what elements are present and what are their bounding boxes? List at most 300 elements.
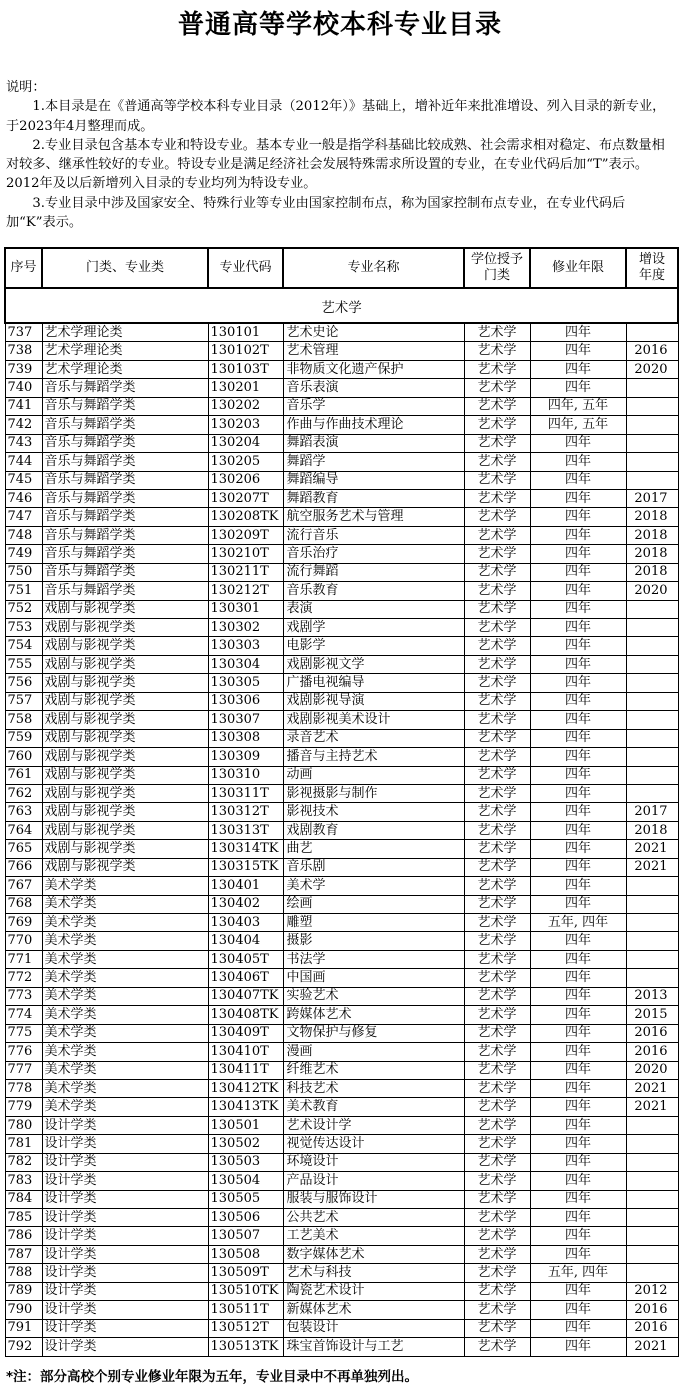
row-degree: 艺术学 [464, 987, 530, 1005]
row-major-name: 流行舞蹈 [283, 563, 464, 581]
table-row [5, 803, 678, 821]
row-index: 779 [5, 1098, 42, 1116]
row-duration: 四年 [530, 1172, 626, 1190]
row-duration: 四年 [530, 766, 626, 784]
row-code: 130212T [208, 582, 283, 600]
table-row [5, 950, 678, 968]
row-index: 754 [5, 637, 42, 655]
row-code: 130505 [208, 1190, 283, 1208]
row-major-name: 音乐剧 [283, 858, 464, 876]
row-category: 美术学类 [42, 877, 208, 895]
row-index: 768 [5, 895, 42, 913]
row-duration: 四年 [530, 950, 626, 968]
row-year-added: 2021 [626, 858, 678, 876]
row-category: 美术学类 [42, 969, 208, 987]
row-major-name: 新媒体艺术 [283, 1301, 464, 1319]
row-category: 设计学类 [42, 1135, 208, 1153]
row-duration: 四年 [530, 692, 626, 710]
row-category: 戏剧与影视学类 [42, 619, 208, 637]
header-degree: 学位授予门类 [464, 248, 530, 288]
row-major-name: 录音艺术 [283, 729, 464, 747]
table-row [5, 987, 678, 1005]
row-code: 130207T [208, 489, 283, 507]
table-row [5, 1264, 678, 1282]
row-index: 744 [5, 453, 42, 471]
row-category: 设计学类 [42, 1116, 208, 1134]
row-category: 美术学类 [42, 1024, 208, 1042]
row-code: 130310 [208, 766, 283, 784]
header-category: 门类、专业类 [42, 248, 208, 288]
row-category: 音乐与舞蹈学类 [42, 397, 208, 415]
row-code: 130201 [208, 379, 283, 397]
row-code: 130301 [208, 600, 283, 618]
row-year-added: 2018 [626, 563, 678, 581]
row-year-added [626, 434, 678, 452]
row-year-added: 2020 [626, 582, 678, 600]
row-category: 音乐与舞蹈学类 [42, 526, 208, 544]
row-duration: 四年 [530, 877, 626, 895]
row-major-name: 音乐教育 [283, 582, 464, 600]
row-duration: 四年 [530, 969, 626, 987]
row-index: 760 [5, 748, 42, 766]
row-code: 130504 [208, 1172, 283, 1190]
row-index: 749 [5, 545, 42, 563]
row-category: 戏剧与影视学类 [42, 729, 208, 747]
row-index: 742 [5, 416, 42, 434]
row-duration: 四年 [530, 895, 626, 913]
row-category: 美术学类 [42, 895, 208, 913]
table-row [5, 729, 678, 747]
row-year-added: 2016 [626, 1024, 678, 1042]
row-duration: 四年 [530, 619, 626, 637]
row-code: 130405T [208, 950, 283, 968]
row-degree: 艺术学 [464, 582, 530, 600]
row-index: 791 [5, 1319, 42, 1337]
row-index: 780 [5, 1116, 42, 1134]
row-category: 音乐与舞蹈学类 [42, 563, 208, 581]
row-major-name: 科技艺术 [283, 1079, 464, 1097]
row-degree: 艺术学 [464, 453, 530, 471]
row-code: 130512T [208, 1319, 283, 1337]
row-year-added [626, 600, 678, 618]
row-degree: 艺术学 [464, 932, 530, 950]
row-code: 130502 [208, 1135, 283, 1153]
row-year-added [626, 969, 678, 987]
page-title: 普通高等学校本科专业目录 [177, 10, 502, 40]
row-category: 设计学类 [42, 1190, 208, 1208]
row-category: 美术学类 [42, 1079, 208, 1097]
row-major-name: 作曲与作曲技术理论 [283, 416, 464, 434]
row-major-name: 绘画 [283, 895, 464, 913]
note-item-1: 1.本目录是在《普通高等学校本科专业目录（2012年）》基础上，增补近年来批准增设、列入目录的新专业，于2023年4月整理而成。 [6, 99, 666, 134]
row-degree: 艺术学 [464, 1079, 530, 1097]
row-duration: 四年 [530, 563, 626, 581]
row-duration: 四年 [530, 379, 626, 397]
row-major-name: 曲艺 [283, 840, 464, 858]
row-major-name: 舞蹈表演 [283, 434, 464, 452]
row-major-name: 书法学 [283, 950, 464, 968]
row-year-added: 2020 [626, 1061, 678, 1079]
row-code: 130102T [208, 342, 283, 360]
row-major-name: 服装与服饰设计 [283, 1190, 464, 1208]
row-duration: 四年 [530, 600, 626, 618]
row-year-added: 2018 [626, 545, 678, 563]
row-year-added [626, 1227, 678, 1245]
table-row [5, 1135, 678, 1153]
row-degree: 艺术学 [464, 784, 530, 802]
row-duration: 四年 [530, 342, 626, 360]
row-code: 130412TK [208, 1079, 283, 1097]
row-year-added: 2020 [626, 360, 678, 378]
header-year-added: 增设年度 [626, 248, 678, 288]
table-row [5, 1319, 678, 1337]
row-year-added: 2016 [626, 1319, 678, 1337]
table-row [5, 1172, 678, 1190]
row-category: 美术学类 [42, 1043, 208, 1061]
row-year-added [626, 1116, 678, 1134]
row-degree: 艺术学 [464, 840, 530, 858]
row-major-name: 艺术史论 [283, 323, 464, 342]
row-category: 音乐与舞蹈学类 [42, 453, 208, 471]
row-year-added [626, 1264, 678, 1282]
table-row [5, 600, 678, 618]
row-index: 777 [5, 1061, 42, 1079]
row-degree: 艺术学 [464, 821, 530, 839]
row-year-added: 2021 [626, 1338, 678, 1356]
row-major-name: 工艺美术 [283, 1227, 464, 1245]
table-row [5, 563, 678, 581]
row-category: 美术学类 [42, 1006, 208, 1024]
row-degree: 艺术学 [464, 858, 530, 876]
row-major-name: 陶瓷艺术设计 [283, 1282, 464, 1300]
table-row [5, 711, 678, 729]
row-code: 130404 [208, 932, 283, 950]
row-code: 130306 [208, 692, 283, 710]
table-row [5, 748, 678, 766]
row-duration: 四年 [530, 1006, 626, 1024]
row-index: 775 [5, 1024, 42, 1042]
row-category: 音乐与舞蹈学类 [42, 489, 208, 507]
row-year-added [626, 655, 678, 673]
row-code: 130308 [208, 729, 283, 747]
row-degree: 艺术学 [464, 1116, 530, 1134]
row-major-name: 实验艺术 [283, 987, 464, 1005]
row-index: 766 [5, 858, 42, 876]
row-year-added [626, 914, 678, 932]
row-year-added: 2018 [626, 508, 678, 526]
row-category: 设计学类 [42, 1209, 208, 1227]
row-category: 美术学类 [42, 987, 208, 1005]
notes-heading: 说明： [6, 80, 46, 95]
row-code: 130208TK [208, 508, 283, 526]
table-row [5, 1301, 678, 1319]
row-degree: 艺术学 [464, 729, 530, 747]
row-major-name: 电影学 [283, 637, 464, 655]
row-year-added [626, 711, 678, 729]
row-duration: 四年 [530, 932, 626, 950]
row-year-added [626, 950, 678, 968]
table-row [5, 1116, 678, 1134]
row-year-added [626, 729, 678, 747]
row-index: 739 [5, 360, 42, 378]
row-degree: 艺术学 [464, 1264, 530, 1282]
row-major-name: 美术教育 [283, 1098, 464, 1116]
table-row [5, 1006, 678, 1024]
row-category: 音乐与舞蹈学类 [42, 379, 208, 397]
table-row [5, 434, 678, 452]
row-duration: 四年 [530, 711, 626, 729]
row-code: 130203 [208, 416, 283, 434]
row-code: 130407TK [208, 987, 283, 1005]
row-duration: 五年, 四年 [530, 914, 626, 932]
row-code: 130408TK [208, 1006, 283, 1024]
row-code: 130210T [208, 545, 283, 563]
row-year-added [626, 895, 678, 913]
row-degree: 艺术学 [464, 1172, 530, 1190]
row-duration: 四年 [530, 1209, 626, 1227]
row-duration: 四年 [530, 526, 626, 544]
row-major-name: 戏剧影视文学 [283, 655, 464, 673]
table-row [5, 877, 678, 895]
row-category: 设计学类 [42, 1338, 208, 1356]
table-row [5, 821, 678, 839]
row-index: 752 [5, 600, 42, 618]
row-major-name: 雕塑 [283, 914, 464, 932]
row-category: 美术学类 [42, 950, 208, 968]
row-year-added: 2016 [626, 1043, 678, 1061]
table-row [5, 1245, 678, 1263]
row-category: 音乐与舞蹈学类 [42, 545, 208, 563]
row-category: 戏剧与影视学类 [42, 674, 208, 692]
row-degree: 艺术学 [464, 803, 530, 821]
row-index: 769 [5, 914, 42, 932]
notes [6, 78, 674, 232]
row-major-name: 广播电视编导 [283, 674, 464, 692]
row-major-name: 戏剧学 [283, 619, 464, 637]
table-row [5, 1227, 678, 1245]
row-year-added [626, 784, 678, 802]
row-duration: 四年 [530, 1061, 626, 1079]
row-degree: 艺术学 [464, 416, 530, 434]
row-category: 戏剧与影视学类 [42, 748, 208, 766]
row-code: 130413TK [208, 1098, 283, 1116]
row-year-added [626, 1153, 678, 1171]
table-row [5, 323, 678, 342]
row-major-name: 舞蹈教育 [283, 489, 464, 507]
row-major-name: 艺术与科技 [283, 1264, 464, 1282]
row-code: 130406T [208, 969, 283, 987]
row-duration: 四年 [530, 858, 626, 876]
row-duration: 四年 [530, 1282, 626, 1300]
row-major-name: 艺术管理 [283, 342, 464, 360]
row-major-name: 舞蹈学 [283, 453, 464, 471]
row-category: 设计学类 [42, 1153, 208, 1171]
row-major-name: 文物保护与修复 [283, 1024, 464, 1042]
row-code: 130303 [208, 637, 283, 655]
note-item-3: 3.专业目录中涉及国家安全、特殊行业等专业由国家控制布点，称为国家控制布点专业，在专业代码后加“K”表示。 [6, 195, 626, 231]
row-year-added: 2016 [626, 1301, 678, 1319]
row-degree: 艺术学 [464, 895, 530, 913]
row-index: 738 [5, 342, 42, 360]
row-duration: 四年 [530, 1024, 626, 1042]
row-year-added [626, 637, 678, 655]
section-row [5, 288, 678, 323]
header-duration: 修业年限 [530, 248, 626, 288]
row-category: 戏剧与影视学类 [42, 821, 208, 839]
table-row [5, 1209, 678, 1227]
row-major-name: 音乐治疗 [283, 545, 464, 563]
row-degree: 艺术学 [464, 434, 530, 452]
row-duration: 四年 [530, 1135, 626, 1153]
row-degree: 艺术学 [464, 1227, 530, 1245]
row-index: 776 [5, 1043, 42, 1061]
row-code: 130202 [208, 397, 283, 415]
row-degree: 艺术学 [464, 379, 530, 397]
row-year-added: 2018 [626, 821, 678, 839]
row-degree: 艺术学 [464, 1282, 530, 1300]
row-index: 792 [5, 1338, 42, 1356]
row-code: 130511T [208, 1301, 283, 1319]
row-year-added [626, 619, 678, 637]
row-category: 美术学类 [42, 1061, 208, 1079]
row-duration: 四年 [530, 637, 626, 655]
row-year-added [626, 471, 678, 489]
row-major-name: 纤维艺术 [283, 1061, 464, 1079]
row-index: 789 [5, 1282, 42, 1300]
row-duration: 四年 [530, 840, 626, 858]
row-duration: 四年, 五年 [530, 397, 626, 415]
table-row [5, 655, 678, 673]
row-major-name: 漫画 [283, 1043, 464, 1061]
table-row [5, 1024, 678, 1042]
row-year-added: 2021 [626, 1098, 678, 1116]
row-duration: 四年, 五年 [530, 416, 626, 434]
row-code: 130315TK [208, 858, 283, 876]
row-code: 130302 [208, 619, 283, 637]
row-duration: 四年 [530, 434, 626, 452]
table-row [5, 692, 678, 710]
table-row [5, 1190, 678, 1208]
row-year-added: 2017 [626, 803, 678, 821]
row-index: 786 [5, 1227, 42, 1245]
row-category: 设计学类 [42, 1245, 208, 1263]
row-code: 130305 [208, 674, 283, 692]
row-year-added [626, 932, 678, 950]
row-code: 130501 [208, 1116, 283, 1134]
row-category: 戏剧与影视学类 [42, 803, 208, 821]
row-category: 艺术学理论类 [42, 360, 208, 378]
row-major-name: 美术学 [283, 877, 464, 895]
table-row [5, 619, 678, 637]
row-category: 戏剧与影视学类 [42, 655, 208, 673]
row-code: 130204 [208, 434, 283, 452]
row-code: 130309 [208, 748, 283, 766]
row-year-added: 2015 [626, 1006, 678, 1024]
table-row [5, 1153, 678, 1171]
row-code: 130312T [208, 803, 283, 821]
table-row [5, 416, 678, 434]
row-index: 773 [5, 987, 42, 1005]
row-duration: 四年 [530, 1227, 626, 1245]
row-degree: 艺术学 [464, 1006, 530, 1024]
row-index: 770 [5, 932, 42, 950]
row-code: 130205 [208, 453, 283, 471]
row-degree: 艺术学 [464, 397, 530, 415]
footnote: *注：部分高校个别专业修业年限为五年，专业目录中不再单独列出。 [6, 1369, 419, 1385]
row-major-name: 跨媒体艺术 [283, 1006, 464, 1024]
row-category: 美术学类 [42, 1098, 208, 1116]
row-index: 747 [5, 508, 42, 526]
row-year-added [626, 453, 678, 471]
row-category: 设计学类 [42, 1319, 208, 1337]
row-duration: 四年 [530, 1098, 626, 1116]
row-category: 设计学类 [42, 1264, 208, 1282]
row-duration: 四年 [530, 803, 626, 821]
table-row [5, 674, 678, 692]
row-index: 748 [5, 526, 42, 544]
row-degree: 艺术学 [464, 619, 530, 637]
row-category: 音乐与舞蹈学类 [42, 471, 208, 489]
row-major-name: 戏剧影视导演 [283, 692, 464, 710]
row-code: 130313T [208, 821, 283, 839]
table-row [5, 784, 678, 802]
row-index: 782 [5, 1153, 42, 1171]
row-degree: 艺术学 [464, 1319, 530, 1337]
table-row [5, 360, 678, 378]
row-category: 音乐与舞蹈学类 [42, 416, 208, 434]
row-degree: 艺术学 [464, 526, 530, 544]
row-major-name: 动画 [283, 766, 464, 784]
header-index: 序号 [5, 248, 42, 288]
row-index: 767 [5, 877, 42, 895]
table-row [5, 914, 678, 932]
row-degree: 艺术学 [464, 1135, 530, 1153]
row-index: 788 [5, 1264, 42, 1282]
row-major-name: 影视摄影与制作 [283, 784, 464, 802]
row-index: 787 [5, 1245, 42, 1263]
row-degree: 艺术学 [464, 692, 530, 710]
row-year-added [626, 766, 678, 784]
row-major-name: 摄影 [283, 932, 464, 950]
row-major-name: 航空服务艺术与管理 [283, 508, 464, 526]
row-major-name: 公共艺术 [283, 1209, 464, 1227]
row-duration: 四年 [530, 453, 626, 471]
row-year-added [626, 1209, 678, 1227]
row-major-name: 视觉传达设计 [283, 1135, 464, 1153]
row-duration: 四年 [530, 655, 626, 673]
row-degree: 艺术学 [464, 1338, 530, 1356]
row-major-name: 音乐学 [283, 397, 464, 415]
row-index: 751 [5, 582, 42, 600]
row-index: 756 [5, 674, 42, 692]
row-code: 130401 [208, 877, 283, 895]
note-item-2: 2.专业目录包含基本专业和特设专业。基本专业一般是指学科基础比较成熟、社会需求相对稳定、布点数量相对较多、继承性较好的专业。特设专业是满足经济社会发展特殊需求所设置的专业，在专业代码后加“T”表示。2012年及以后新增列入目录的专业均列为特设专业。 [6, 137, 665, 192]
row-code: 130411T [208, 1061, 283, 1079]
table-row [5, 1098, 678, 1116]
row-year-added [626, 674, 678, 692]
row-year-added [626, 1190, 678, 1208]
row-year-added [626, 1172, 678, 1190]
row-category: 设计学类 [42, 1301, 208, 1319]
row-duration: 四年 [530, 323, 626, 342]
header-major-name: 专业名称 [283, 248, 464, 288]
row-degree: 艺术学 [464, 674, 530, 692]
table-row [5, 766, 678, 784]
row-index: 755 [5, 655, 42, 673]
row-index: 763 [5, 803, 42, 821]
row-major-name: 中国画 [283, 969, 464, 987]
row-code: 130509T [208, 1264, 283, 1282]
